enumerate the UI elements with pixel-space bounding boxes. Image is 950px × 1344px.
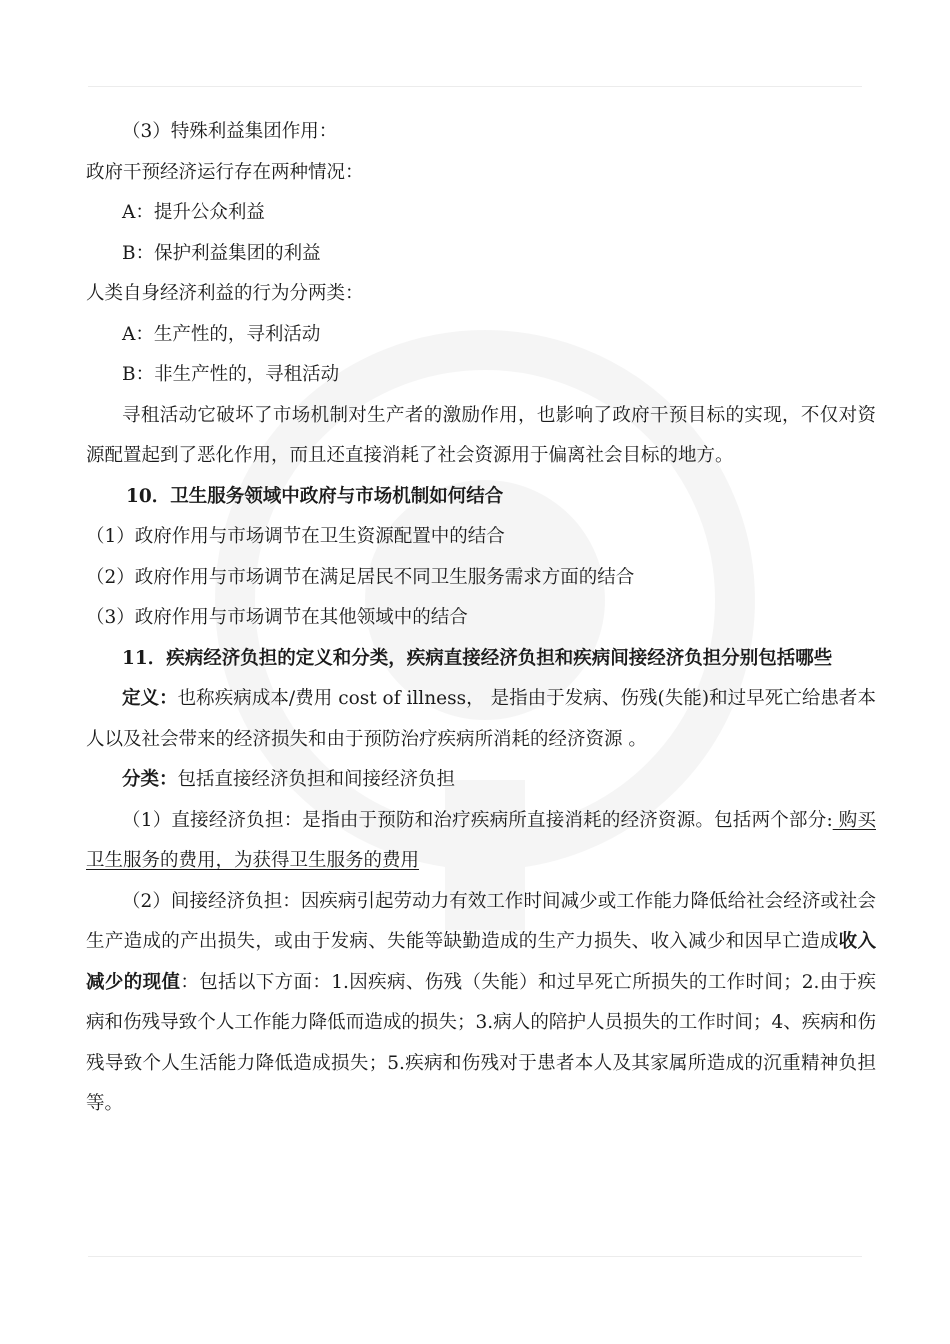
indirect-burden-paragraph <box>86 882 876 1125</box>
q10-item-2: （2）政府作用与市场调节在满足居民不同卫生服务需求方面的结合 <box>86 566 635 588</box>
intro-two-cases: 政府干预经济运行存在两种情况： <box>86 161 364 183</box>
direct-burden-paragraph <box>86 801 876 882</box>
case-b: B：保护利益集团的利益 <box>122 242 321 264</box>
classification-line <box>86 760 876 801</box>
question-10-heading: 10．卫生服务领域中政府与市场机制如何结合 <box>126 485 504 507</box>
case-a: A：提升公众利益 <box>122 202 265 223</box>
rent-seeking-paragraph: 寻租活动它破坏了市场机制对生产者的激励作用，也影响了政府干预目标的实现，不仅对资源配置起到了恶化作用，而且还直接消耗了社会资源用于偏离社会目标的地方。 <box>86 404 876 466</box>
footer-rule <box>88 1256 862 1257</box>
classification-text: 包括直接经济负担和间接经济负担 <box>177 769 456 790</box>
direct-burden-text: （1）直接经济负担：是指由于预防和治疗疾病所直接消耗的经济资源。包括两个部分: <box>122 809 833 831</box>
header-rule <box>88 86 862 87</box>
indirect-burden-text-a: （2）间接经济负担：因疾病引起劳动力有效工作时间减少或工作能力降低给社会经济或社会生产造成的产出损失，或由于发病、失能等缺勤造成的生产力损失、收入减少和因早亡造成 <box>86 890 876 952</box>
indirect-burden-text-b: ：包括以下方面：1.因疾病、伤残（失能）和过早死亡所损失的工作时间；2.由于疾病和伤残导致个人工作能力降低而造成的损失；3.病人的陪护人员损失的工作时间；4、疾病和伤残导致个人生活能力降低造成损失；5.疾病和伤残对于患者本人及其家属所造成的沉重精神负担等。 <box>86 971 876 1114</box>
definition-text: 也称疾病成本/费用 cost of illness， 是指由于发病、伤残(失能)和过早死亡给患者本人以及社会带来的经济损失和由于预防治疗疾病所消耗的经济资源 。 <box>86 688 876 750</box>
q10-item-3: （3）政府作用与市场调节在其他领域中的结合 <box>86 607 468 628</box>
definition-label: 定义： <box>122 688 178 709</box>
classification-label: 分类： <box>122 769 178 790</box>
question-11-heading: 11．疾病经济负担的定义和分类，疾病直接经济负担和疾病间接经济负担分别包括哪些 <box>122 647 833 669</box>
section-heading-3: （3）特殊利益集团作用： <box>122 121 338 142</box>
intro-behavior-types: 人类自身经济利益的行为分两类： <box>86 283 364 304</box>
direct-burden-underlined: 购买卫生服务的费用，为获得卫生服务的费用 <box>86 809 876 871</box>
definition-paragraph <box>86 679 876 760</box>
document-body <box>86 112 876 1125</box>
behavior-b: B：非生产性的，寻租活动 <box>122 364 340 385</box>
behavior-a: A：生产性的，寻利活动 <box>122 323 321 345</box>
q10-item-1: （1）政府作用与市场调节在卫生资源配置中的结合 <box>86 526 505 547</box>
indirect-burden-bold: 收入减少的现值 <box>86 931 876 993</box>
